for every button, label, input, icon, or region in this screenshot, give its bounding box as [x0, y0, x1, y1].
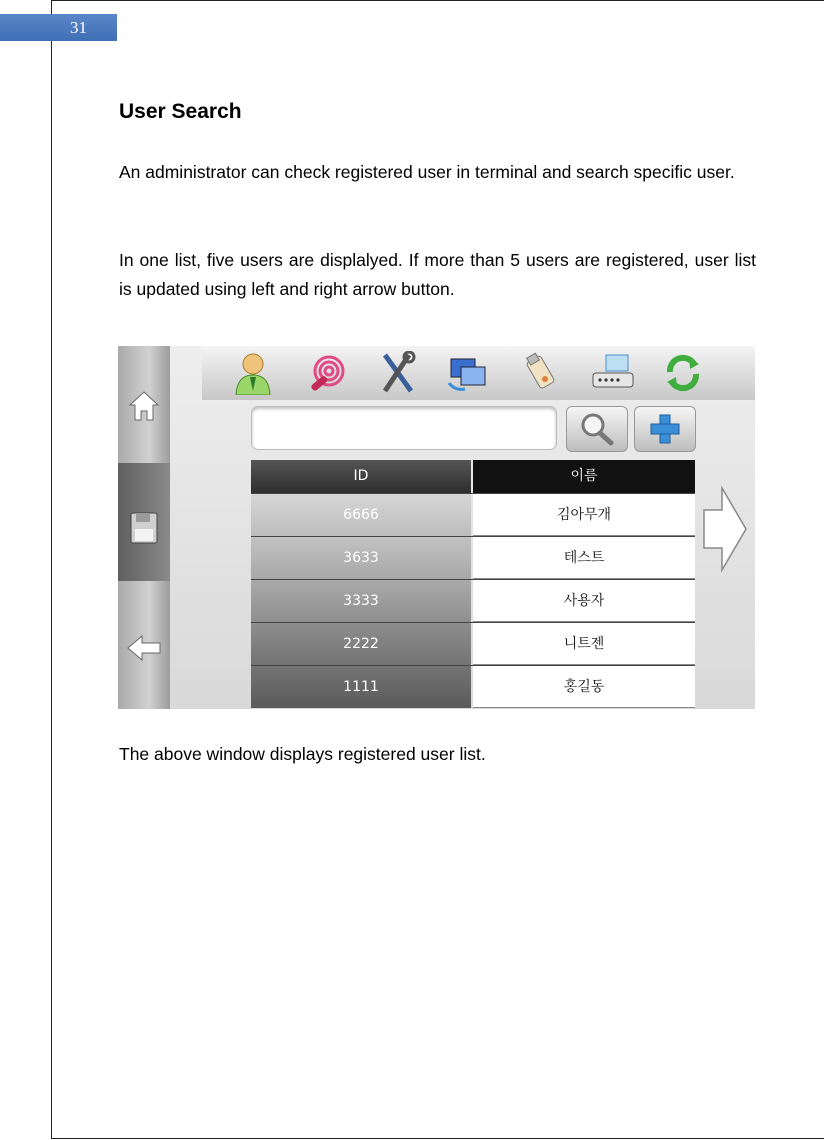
search-input[interactable] [251, 406, 557, 450]
paragraph-list-info: In one list, five users are displalyed. If more than 5 users are registered, user list is updated using left and right arrow button. [119, 250, 756, 299]
row-name: 니트젠 [473, 623, 695, 665]
add-user-button[interactable] [634, 406, 696, 452]
home-icon[interactable] [124, 386, 164, 426]
usb-icon[interactable] [518, 350, 564, 396]
fingerprint-icon[interactable] [304, 350, 350, 396]
terminal-icon[interactable] [590, 350, 636, 396]
search-icon [577, 412, 617, 446]
refresh-icon[interactable] [660, 350, 706, 396]
table-row[interactable] [251, 493, 695, 536]
table-row[interactable] [251, 665, 695, 708]
table-header [251, 460, 695, 493]
column-header-name: 이름 [473, 460, 695, 493]
device-screenshot [118, 346, 755, 709]
table-row[interactable] [251, 622, 695, 665]
next-arrow-icon [702, 484, 748, 574]
save-icon[interactable] [124, 508, 164, 548]
row-id: 3633 [251, 537, 471, 579]
page-border-left [51, 0, 52, 1139]
next-page-arrow-button[interactable] [702, 484, 748, 574]
page-border-bottom [51, 1138, 824, 1139]
table-row[interactable] [251, 536, 695, 579]
row-id: 6666 [251, 494, 471, 536]
row-name: 사용자 [473, 580, 695, 622]
back-arrow-icon[interactable] [124, 628, 164, 668]
search-button[interactable] [566, 406, 628, 452]
row-id: 2222 [251, 623, 471, 665]
user-icon[interactable] [230, 350, 276, 396]
left-nav-bar [118, 346, 170, 709]
page-number: 31 [70, 18, 87, 37]
table-row[interactable] [251, 579, 695, 622]
paragraph-intro: An administrator can check registered user in terminal and search specific user. [119, 162, 735, 182]
network-icon[interactable] [444, 350, 490, 396]
add-icon [648, 412, 682, 446]
row-id: 3333 [251, 580, 471, 622]
section-title: User Search [119, 100, 242, 123]
row-name: 테스트 [473, 537, 695, 579]
tools-icon[interactable] [374, 350, 420, 396]
row-name: 홍길동 [473, 666, 695, 708]
column-header-id: ID [251, 460, 471, 493]
figure-caption: The above window displays registered user list. [119, 744, 486, 764]
page-border-top [51, 0, 824, 1]
top-toolbar [202, 346, 755, 400]
row-name: 김아무개 [473, 494, 695, 536]
row-id: 1111 [251, 666, 471, 708]
user-list-table [251, 460, 695, 708]
